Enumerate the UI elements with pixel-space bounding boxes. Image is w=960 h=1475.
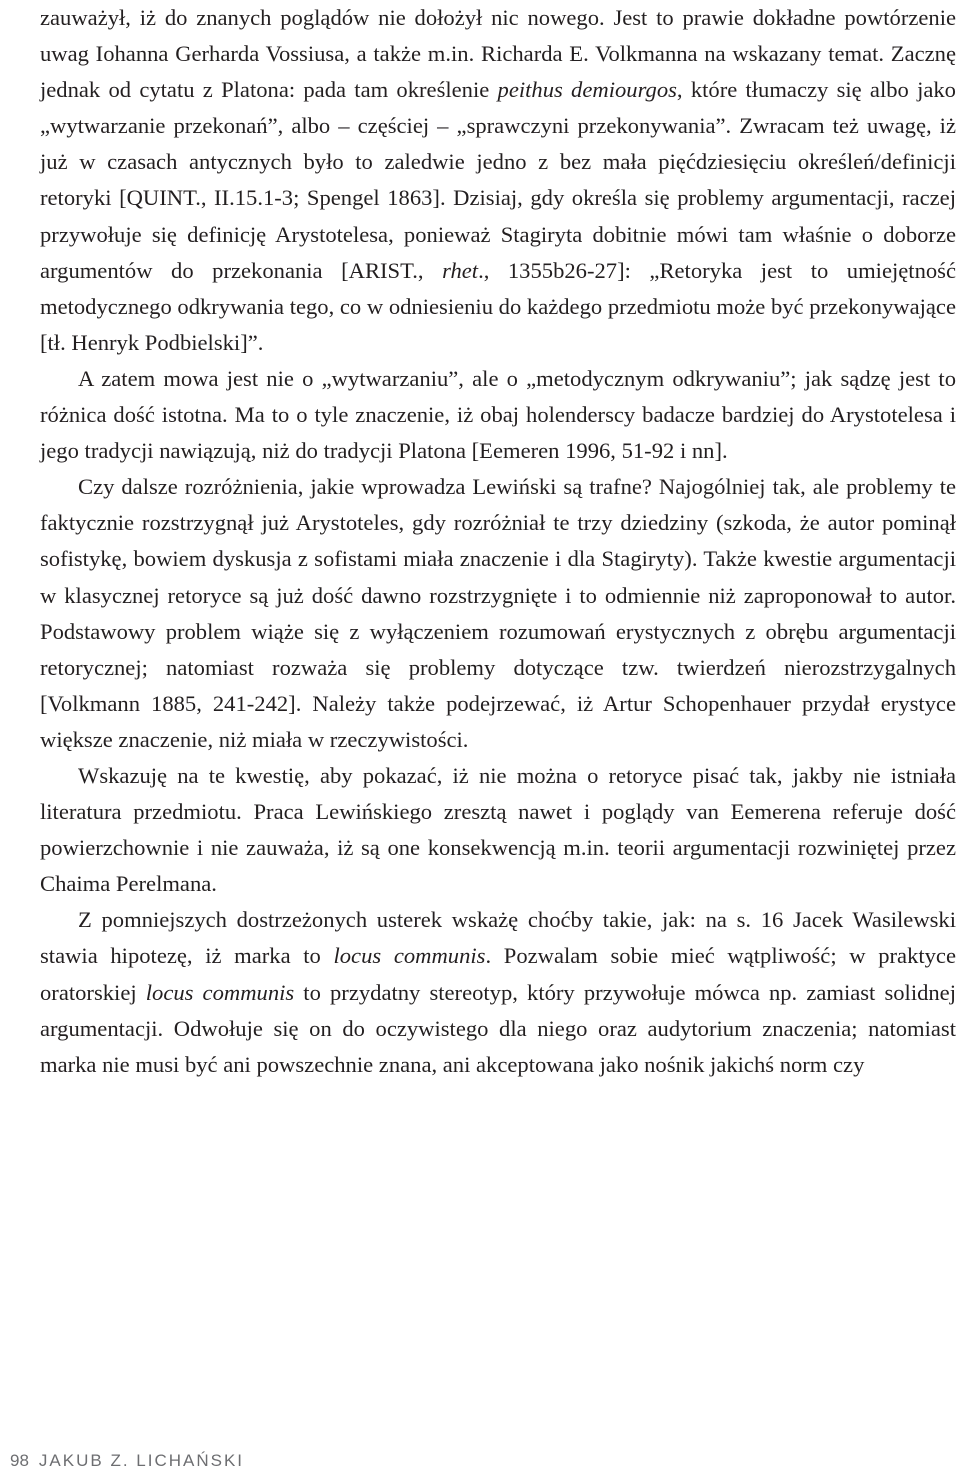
italic-run: locus communis bbox=[333, 943, 486, 969]
text-run: . Pozwalam sobie mieć wątpliwość; w praktyce oratorskiej bbox=[40, 943, 956, 1005]
paragraph bbox=[40, 469, 956, 758]
text-run: ., 1355b26-27]: „Retoryka jest to umiejętność metodycznego odkrywania tego, co w odniesieniu do każdego przedmiotu może być przekonywające [tł. Henryk Podbielski]”. bbox=[40, 257, 956, 355]
paragraph bbox=[40, 758, 956, 902]
text-run: to przydatny stereotyp, który przywołuje mówca np. zamiast solidnej argumentacji. Odwołuje się on do oczywistego dla niego oraz audytorium znaczenia; natomiast marka nie musi być ani powszechnie znana, ani akceptowana jako nośnik jakichś norm czy bbox=[40, 979, 956, 1077]
text-run: , które tłumaczy się albo jako „wytwarzanie przekonań”, albo – częściej – „sprawczyni przekonywania”. Zwracam też uwagę, iż już w czasach antycznych było to zaledwie jedno z bez mała pięćdziesięciu określeń/definicji retoryki [QUINT., II.15.1-3; Spengel 1863]. Dzisiaj, gdy określa się problemy argumentacji, raczej przywołuje się definicję Arystotelesa, ponieważ Stagiryta dobitnie mówi tam właśnie o doborze argumentów do przekonania [ARIST., bbox=[40, 77, 956, 283]
main-text bbox=[40, 0, 956, 1083]
paragraph bbox=[40, 361, 956, 469]
page-number: 98 bbox=[10, 1451, 29, 1470]
running-author: JAKUB Z. LICHAŃSKI bbox=[38, 1451, 245, 1470]
italic-run: rhet bbox=[442, 257, 479, 283]
italic-run: peithus demiourgos bbox=[497, 77, 677, 103]
page-body bbox=[40, 0, 956, 1083]
paragraph bbox=[40, 0, 956, 361]
text-run: A zatem mowa jest nie o „wytwarzaniu”, ale o „metodycznym odkrywaniu”; jak sądzę jest to różnica dość istotna. Ma to o tyle znaczenie, iż obaj holenderscy badacze bardziej do Arystotelesa i jego tradycji nawiązują, niż do tradycji Platona [Eemeren 1996, 51-92 i nn]. bbox=[40, 365, 956, 464]
text-run: Wskazuję na te kwestię, aby pokazać, iż nie można o retoryce pisać tak, jakby nie istniała literatura przedmiotu. Praca Lewińskiego zresztą nawet i poglądy van Eemerena referuje dość powierzchownie i nie zauważa, iż są one konsekwencją m.in. teorii argumentacji rozwiniętej przez Chaima Perelmana. bbox=[40, 762, 956, 897]
running-footer bbox=[10, 1450, 410, 1472]
text-run: Z pomniejszych dostrzeżonych usterek wskażę choćby takie, jak: na s. 16 Jacek Wasilewski stawia hipotezę, iż marka to bbox=[40, 907, 956, 969]
text-run: zauważył, iż do znanych poglądów nie dołożył nic nowego. Jest to prawie dokładne powtórzenie uwag Iohanna Gerharda Vossiusa, a także m.in. Richarda E. Volkmanna na wskazany temat. Zacznę jednak od cytatu z Platona: pada tam określenie bbox=[40, 5, 956, 103]
italic-run: locus communis bbox=[145, 979, 295, 1005]
text-run: Czy dalsze rozróżnienia, jakie wprowadza Lewiński są trafne? Najogólniej tak, ale problemy te faktycznie rozstrzygnął już Arystoteles, gdy rozróżniał te trzy dziedziny (szkoda, że autor pominął sofistykę, bowiem dyskusja z sofistami miała znaczenie i dla Stagiryty). Także kwestie argumentacji w klasycznej retoryce są już dość dawno rozstrzygnięte i to odmiennie niż zaproponował to autor. Podstawowy problem wiąże się z wyłączeniem rozumowań erystycznych z obrębu argumentacji retorycznej; natomiast rozważa się problemy dotyczące tzw. twierdzeń nierozstrzygalnych [Volkmann 1885, 241-242]. Należy także podejrzewać, iż Artur Schopenhauer przydał erystyce większe znaczenie, niż miała w rzeczywistości. bbox=[40, 474, 956, 752]
paragraph bbox=[40, 902, 956, 1082]
